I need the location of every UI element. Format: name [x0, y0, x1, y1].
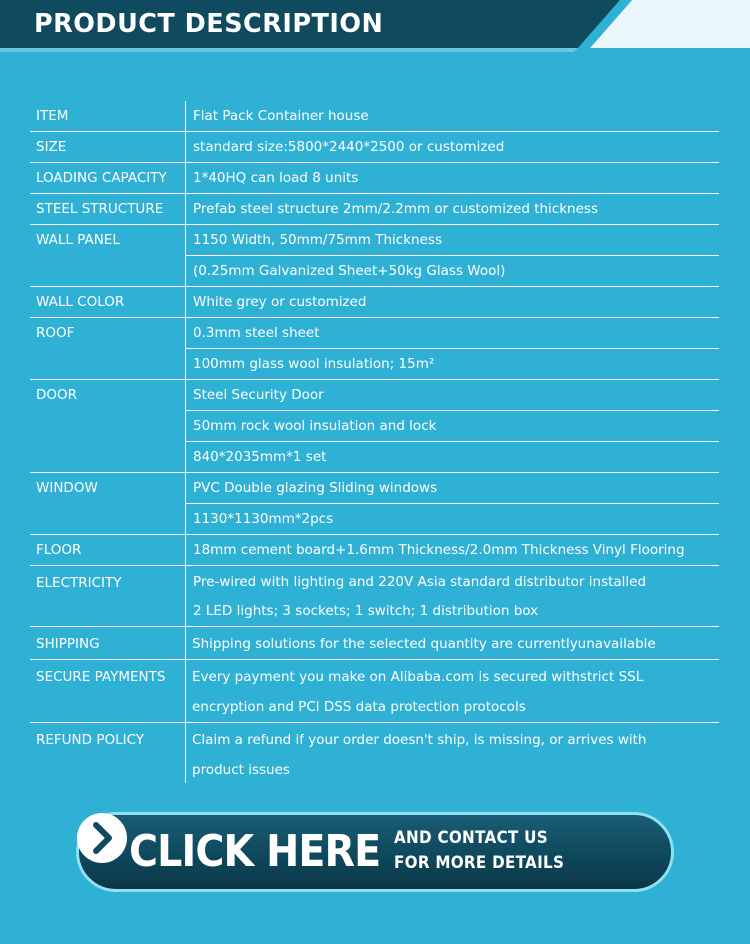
spec-row-loading-capacity [30, 163, 719, 194]
cta-line-2: FOR MORE DETAILS [394, 853, 565, 872]
spec-label: SHIPPING [36, 636, 100, 652]
spec-row-size [30, 132, 719, 163]
spec-row-secure-payments [30, 660, 719, 723]
chevron-right-icon[interactable] [76, 812, 128, 864]
spec-label: REFUND POLICY [36, 732, 145, 748]
spec-value: 840*2035mm*1 set [193, 449, 327, 465]
spec-value: Claim a refund if your order doesn't ship, is missing, or arrives with [192, 732, 647, 748]
spec-row-shipping [30, 627, 719, 660]
spec-label: ELECTRICITY [36, 575, 122, 591]
spec-label: SECURE PAYMENTS [36, 669, 166, 685]
spec-value: PVC Double glazing Sliding windows [186, 473, 719, 504]
spec-value: Prefab steel structure 2mm/2.2mm or customized thickness [193, 201, 598, 217]
header-banner [0, 0, 750, 56]
spec-row-window [30, 473, 719, 535]
spec-label: DOOR [36, 387, 78, 403]
spec-value: Pre-wired with lighting and 220V Asia standard distributor installed [193, 574, 647, 590]
spec-label: WALL COLOR [36, 294, 125, 310]
spec-value: (0.25mm Galvanized Sheet+50kg Glass Wool) [193, 263, 506, 279]
cta-line-1: AND CONTACT US [394, 828, 548, 847]
spec-row-wall-color [30, 287, 719, 318]
spec-value: Steel Security Door [186, 380, 719, 411]
spec-label: FLOOR [36, 542, 82, 558]
spec-value: Shipping solutions for the selected quantity are currentlyunavailable [192, 636, 656, 652]
spec-table [30, 101, 719, 785]
spec-value: 2 LED lights; 3 sockets; 1 switch; 1 distribution box [193, 603, 539, 619]
spec-value: standard size:5800*2440*2500 or customized [193, 139, 505, 155]
spec-label: ITEM [36, 108, 69, 124]
spec-value: 100mm glass wool insulation; 15m² [193, 356, 435, 372]
spec-value: 1*40HQ can load 8 units [193, 170, 359, 186]
contact-us-button[interactable] [76, 812, 674, 892]
column-divider [185, 101, 186, 783]
spec-value: product issues [192, 762, 290, 778]
spec-row-floor [30, 535, 719, 566]
spec-value: White grey or customized [193, 294, 367, 310]
spec-row-roof [30, 318, 719, 380]
spec-row-wall-panel [30, 225, 719, 287]
spec-row-refund-policy [30, 723, 719, 785]
spec-value: 50mm rock wool insulation and lock [186, 411, 719, 442]
cta-click-here-text: CLICK HERE [129, 826, 381, 877]
spec-label: WINDOW [36, 480, 98, 496]
spec-label: STEEL STRUCTURE [36, 201, 164, 217]
spec-label: WALL PANEL [36, 232, 120, 248]
spec-row-electricity [30, 566, 719, 627]
spec-label: ROOF [36, 325, 75, 341]
spec-value: Every payment you make on Alibaba.com is secured withstrict SSL [192, 669, 644, 685]
page-title: PRODUCT DESCRIPTION [34, 9, 384, 39]
spec-value: 18mm cement board+1.6mm Thickness/2.0mm Thickness Vinyl Flooring [193, 542, 685, 558]
spec-value: Flat Pack Container house [193, 108, 369, 124]
spec-row-steel-structure [30, 194, 719, 225]
spec-value: 1130*1130mm*2pcs [193, 511, 334, 527]
spec-value: 1150 Width, 50mm/75mm Thickness [186, 225, 719, 256]
spec-row-door [30, 380, 719, 473]
spec-label: LOADING CAPACITY [36, 170, 167, 186]
spec-value: 0.3mm steel sheet [186, 318, 719, 349]
spec-row-item [30, 101, 719, 132]
spec-value: encryption and PCl DSS data protection protocols [192, 699, 526, 715]
spec-label: SIZE [36, 139, 67, 155]
